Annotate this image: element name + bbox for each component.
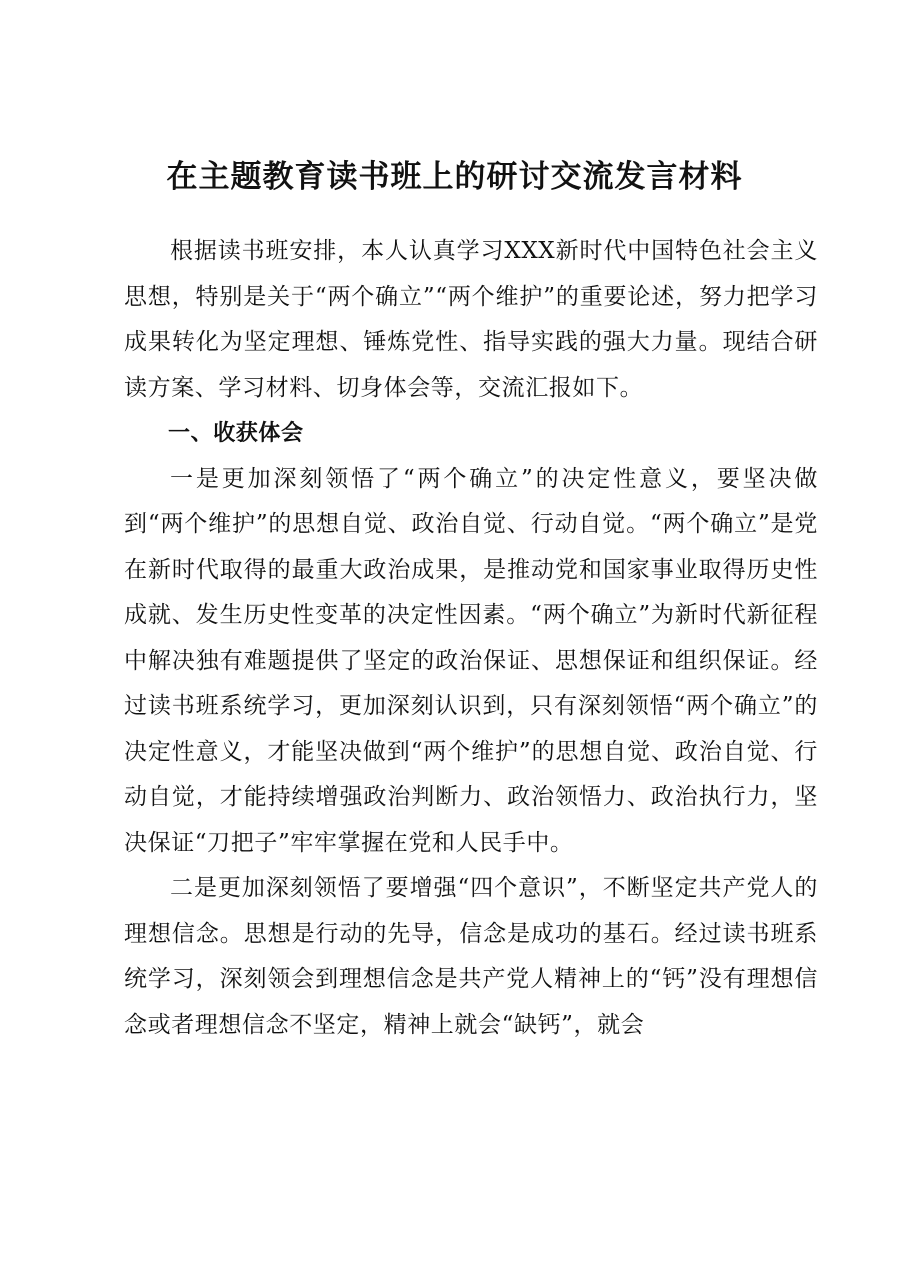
document-body xyxy=(124,229,818,1048)
section-heading: 一、收获体会 xyxy=(168,421,304,446)
document-title: 在主题教育读书班上的研讨交流发言材料 xyxy=(166,159,743,195)
body-paragraph-1: 一是更加深刻领悟了“两个确立”的决定性意义，要坚决做到“两个维护”的思想自觉、政治自觉、行动自觉。“两个确立”是党在新时代取得的最重大政治成果，是推动党和国家事业取得历史性成就、发生历史性变革的决定性因素。“两个确立”为新时代新征程中解决独有难题提供了坚定的政治保证、思想保证和组织保证。经过读书班系统学习，更加深刻认识到，只有深刻领悟“两个确立”的决定性意义，才能坚决做到“两个维护”的思想自觉、政治自觉、行动自觉，才能持续增强政治判断力、政治领悟力、政治执行力，坚决保证“刀把子”牢牢掌握在党和人民手中。 xyxy=(124,465,818,856)
intro-paragraph: 根据读书班安排，本人认真学习XXX新时代中国特色社会主义思想，特别是关于“两个确立”“两个维护”的重要论述，努力把学习成果转化为坚定理想、锤炼党性、指导实践的强大力量。现结合研读方案、学习材料、切身体会等，交流汇报如下。 xyxy=(124,238,818,401)
body-paragraph-2: 二是更加深刻领悟了要增强“四个意识”，不断坚定共产党人的理想信念。思想是行动的先导，信念是成功的基石。经过读书班系统学习，深刻领会到理想信念是共产党人精神上的“钙”没有理想信念或者理想信念不坚定，精神上就会“缺钙”，就会 xyxy=(124,875,818,1038)
